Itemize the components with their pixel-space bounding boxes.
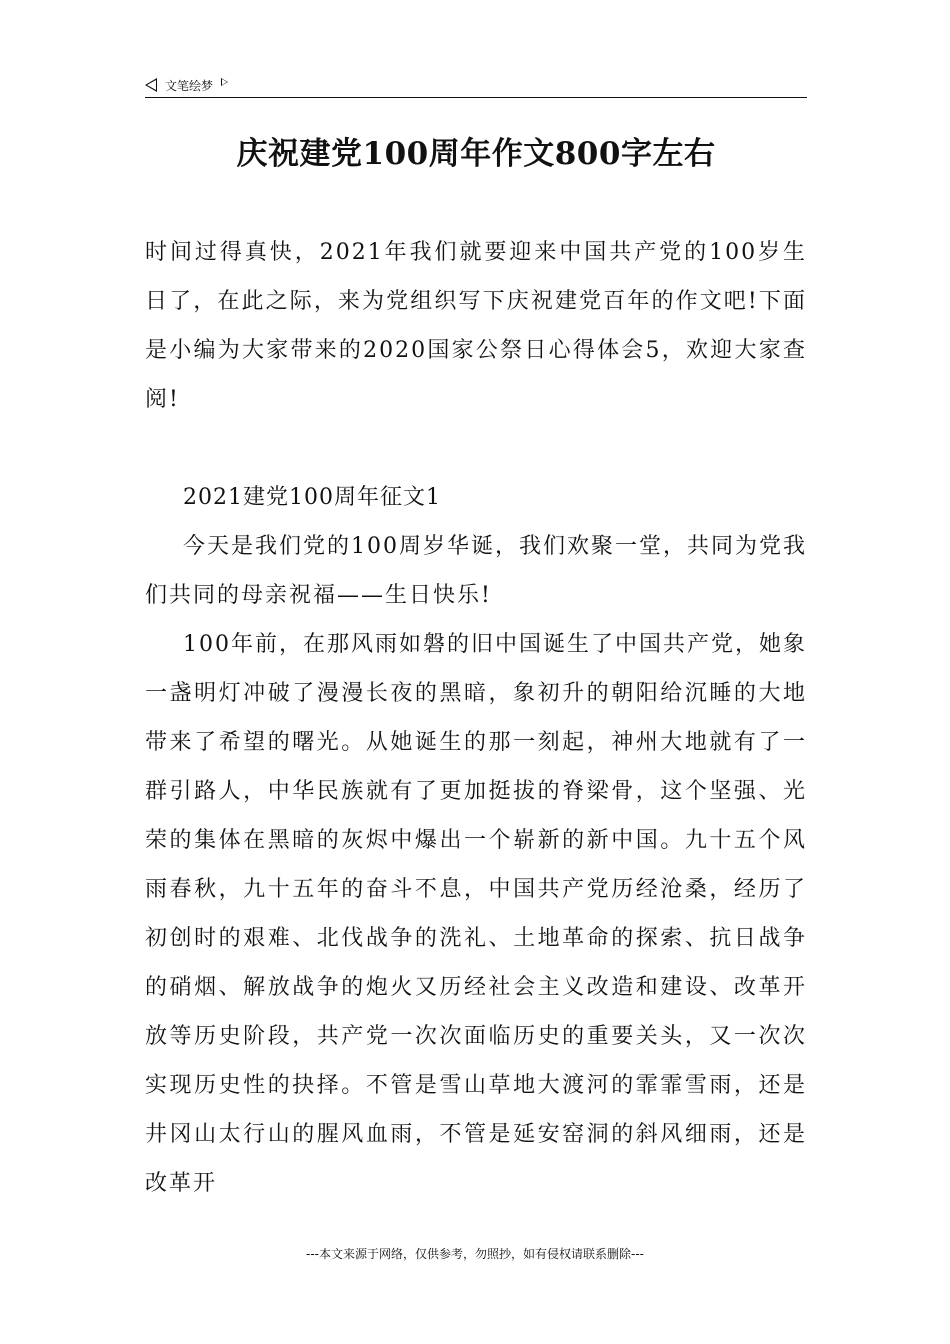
body-paragraph: 今天是我们党的100周岁华诞，我们欢聚一堂，共同为党我们共同的母亲祝福——生日快乐!: [145, 534, 807, 608]
section-heading: 2021建党100周年征文1: [183, 485, 441, 510]
footer-disclaimer: ---本文来源于网络，仅供参考，勿照抄，如有侵权请联系删除---: [306, 1247, 644, 1261]
header-brand: 文笔绘梦: [165, 78, 214, 93]
triangle-right-icon: [221, 78, 228, 86]
document-title: 庆祝建党100周年作文800字左右: [236, 136, 716, 172]
document-body: [145, 228, 807, 1208]
paragraph-gap: [145, 424, 807, 473]
triangle-left-icon: [145, 78, 157, 92]
body-paragraph: 100年前，在那风雨如磐的旧中国诞生了中国共产党，她象一盏明灯冲破了漫漫长夜的黑暗，象初升的朝阳给沉睡的大地带来了希望的曙光。从她诞生的那一刻起，神州大地就有了一群引路人，中华民族就有了更加挺拔的脊梁骨，这个坚强、光荣的集体在黑暗的灰烬中爆出一个崭新的新中国。九十五个风雨春秋，九十五年的奋斗不息，中国共产党历经沧桑，经历了初创时的艰难、北伐战争的洗礼、土地革命的探索、抗日战争的硝烟、解放战争的炮火又历经社会主义改造和建设、改革开放等历史阶段，共产党一次次面临历史的重要关头，又一次次实现历史性的抉择。不管是雪山草地大渡河的霏霏雪雨，还是井冈山太行山的腥风血雨，不管是延安窑洞的斜风细雨，还是改革开: [145, 632, 807, 1196]
header-rule: [145, 97, 807, 98]
intro-paragraph: 时间过得真快，2021年我们就要迎来中国共产党的100岁生日了，在此之际，来为党组织写下庆祝建党百年的作文吧!下面是小编为大家带来的2020国家公祭日心得体会5，欢迎大家查阅!: [145, 240, 807, 412]
document-header: [145, 74, 805, 96]
